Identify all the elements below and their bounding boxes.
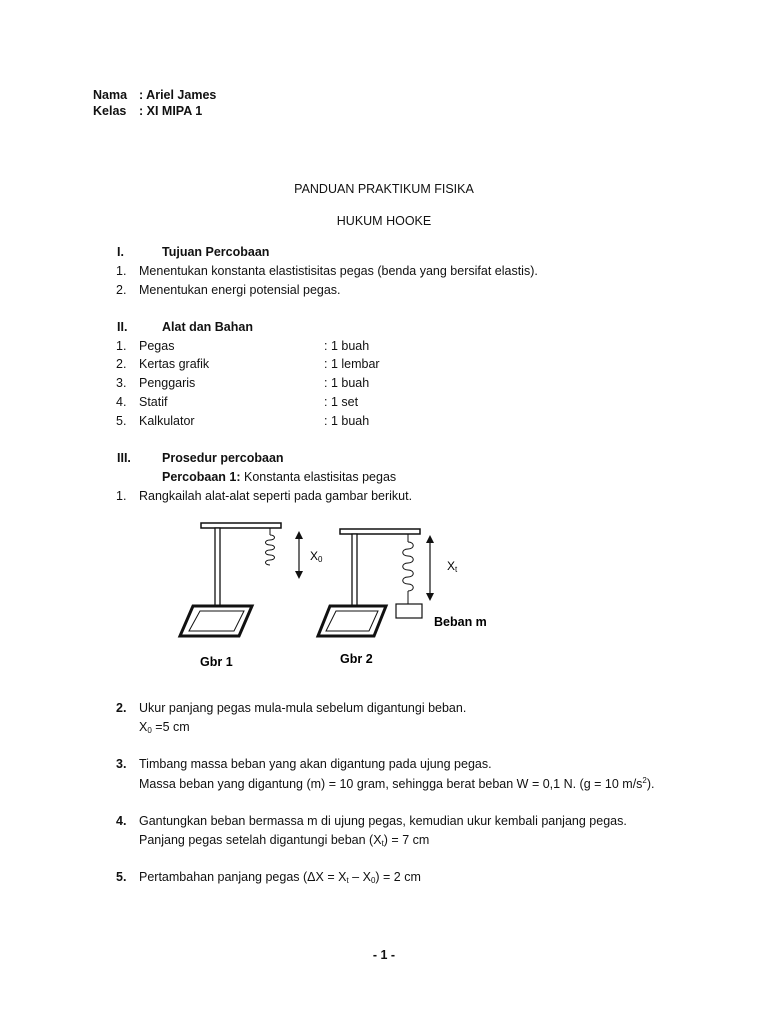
tool-3-qty: : 1 buah [324,376,370,390]
experiment-subheading [162,470,396,484]
x0-label: X0 [310,549,323,564]
step-2-value [139,720,190,735]
step-2-text: Ukur panjang pegas mula-mula sebelum digantungi beban. [139,701,467,715]
tool-2-qty: : 1 lembar [324,357,380,371]
tool-5-name: Kalkulator [139,414,195,428]
tool-1-num: 1. [116,339,127,353]
step-4-num: 4. [116,814,127,828]
step-4-detail-sub: t [381,839,384,848]
figure-2-stand [318,529,422,636]
document-title: PANDUAN PRAKTIKUM FISIKA [294,182,474,196]
section1-heading: Tujuan Percobaan [162,245,270,259]
x0-arrow [295,531,303,579]
document-subtitle: HUKUM HOOKE [336,214,432,228]
section1-item-1-num: 1. [116,264,127,278]
name-label: Nama [93,88,128,102]
tool-2-num: 2. [116,357,127,371]
step-5-a: Pertambahan panjang pegas (ΔX = X [139,870,347,884]
step-3-detail-sup: 2 [642,776,647,785]
step-5-sub2: 0 [370,876,376,885]
experiment-subheading-bold: Percobaan 1: [162,470,241,484]
section1-item-1: Menentukan konstanta elastistisitas pegas (benda yang bersifat elastis). [139,264,538,278]
page-number: - 1 - [372,948,396,962]
load-mass-block [396,604,422,618]
load-label: Beban m [434,615,487,629]
step-4-detail-a: Panjang pegas setelah digantungi beban (X [139,833,382,847]
step-4-detail [139,833,429,848]
section1-number: I. [117,245,124,259]
tool-5-num: 5. [116,414,127,428]
step-4-text: Gantungkan beban bermassa m di ujung pegas, kemudian ukur kembali panjang pegas. [139,814,627,828]
step-1-text: Rangkailah alat-alat seperti pada gambar berikut. [139,489,413,503]
step-2-num: 2. [116,701,127,715]
tool-1-name: Pegas [139,339,175,353]
tool-3-name: Penggaris [139,376,196,390]
xt-label: Xt [447,559,458,574]
figure-1-caption: Gbr 1 [200,655,233,669]
step-2-val: =5 cm [151,720,190,734]
step-3-detail [139,776,655,791]
section3-number: III. [117,451,131,465]
section2-number: II. [117,320,128,334]
tool-3-num: 3. [116,376,127,390]
tool-1-qty: : 1 buah [324,339,370,353]
hooke-apparatus-figure [170,518,500,678]
section2-heading: Alat dan Bahan [162,320,253,334]
step-5-num: 5. [116,870,127,884]
experiment-subheading-rest: Konstanta elastisitas pegas [240,470,397,484]
figure-2-caption: Gbr 2 [340,652,373,666]
class-label: Kelas [93,104,127,118]
step-5-c: ) = 2 cm [375,870,421,884]
tool-5-qty: : 1 buah [324,414,370,428]
step-1-num: 1. [116,489,127,503]
step-3-num: 3. [116,757,127,771]
section1-item-2-num: 2. [116,283,127,297]
tool-2-name: Kertas grafik [139,357,210,371]
step-5-text [139,870,421,885]
section1-item-2: Menentukan energi potensial pegas. [139,283,341,297]
section3-heading: Prosedur percobaan [162,451,284,465]
step-2-x: X [139,720,148,734]
tool-4-qty: : 1 set [324,395,359,409]
step-3-detail-b: ). [646,777,655,791]
step-4-detail-b: ) = 7 cm [383,833,430,847]
step-5-b: – X [348,870,371,884]
class-value: : XI MIPA 1 [139,104,203,118]
step-3-detail-a: Massa beban yang digantung (m) = 10 gram, sehingga berat beban W = 0,1 N. (g = 10 m/s [139,777,643,791]
figure-1-stand [180,523,281,636]
step-5-sub1: t [346,876,349,885]
tool-4-num: 4. [116,395,127,409]
xt-arrow [426,535,434,601]
step-2-x-sub: 0 [147,726,152,735]
step-3-text: Timbang massa beban yang akan digantung pada ujung pegas. [139,757,492,771]
name-value: : Ariel James [139,88,217,102]
tool-4-name: Statif [139,395,168,409]
